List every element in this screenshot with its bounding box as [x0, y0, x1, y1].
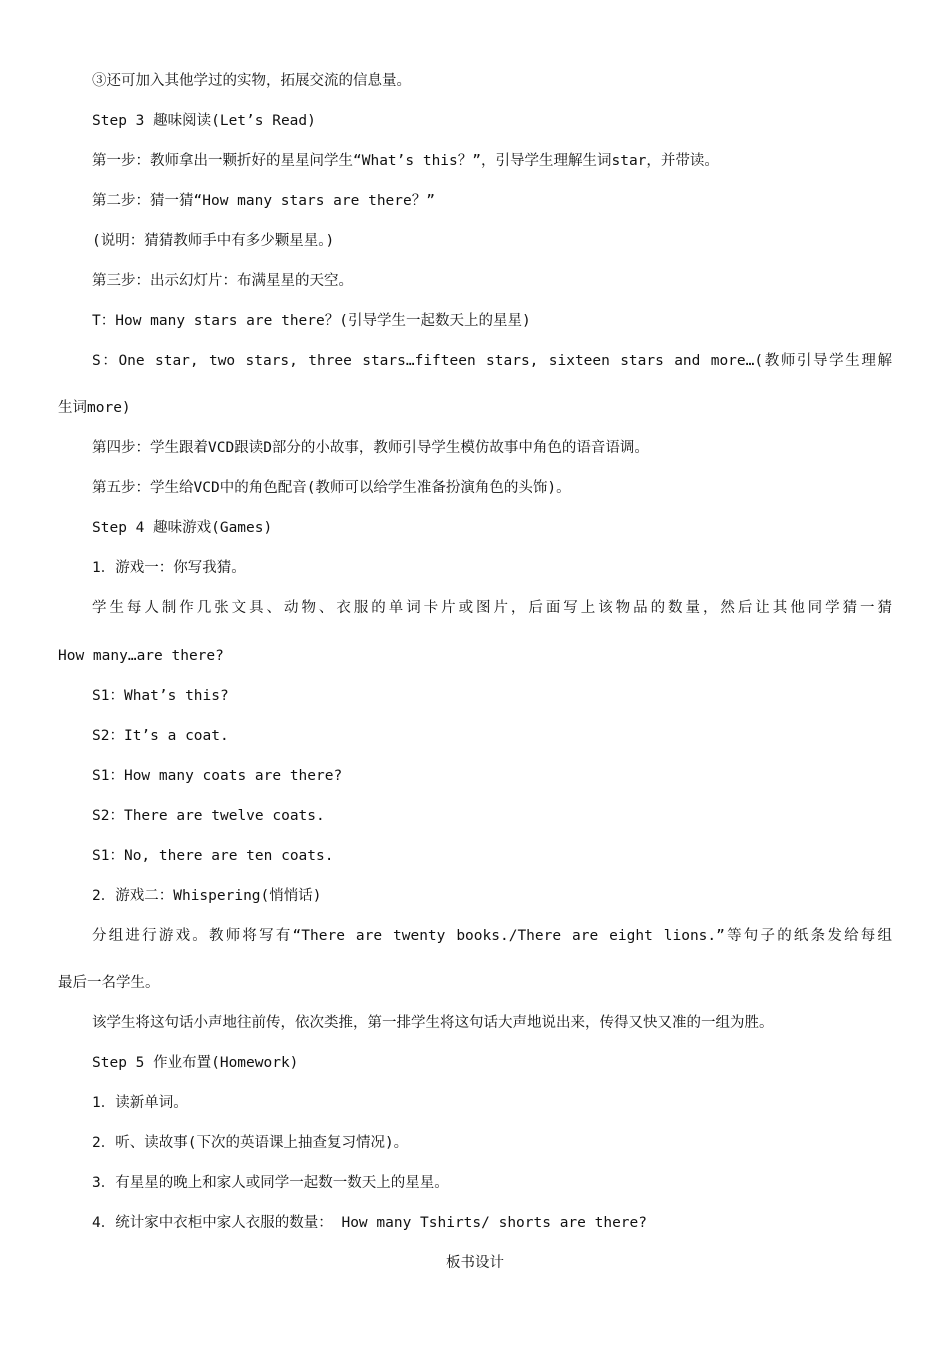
step-3-part-4: 第四步：学生跟着VCD跟读D部分的小故事，教师引导学生模仿故事中角色的语音语调。 — [92, 440, 649, 456]
game-1-description: 学生每人制作几张文具、动物、衣服的单词卡片或图片，后面写上该物品的数量，然后让其他同学猜一猜 — [92, 600, 892, 616]
game-1-description-continued: How many…are there? — [58, 648, 224, 664]
game-2-description: 分组进行游戏。教师将写有“There are twenty books./There are eight lions.”等句子的纸条发给每组 — [92, 928, 892, 944]
homework-item-4: 4．统计家中衣柜中家人衣服的数量： How many Tshirts/ shorts are there? — [92, 1215, 647, 1231]
game-2-description-continued: 最后一名学生。 — [58, 975, 160, 991]
dialogue-line-2: S2：It’s a coat. — [92, 728, 229, 744]
step-3-part-2: 第二步：猜一猜“How many stars are there？” — [92, 193, 435, 209]
student-line-continued: 生词more) — [58, 400, 131, 416]
dialogue-line-4: S2：There are twelve coats. — [92, 808, 325, 824]
step-5-heading: Step 5 作业布置(Homework) — [92, 1055, 299, 1071]
homework-item-1: 1．读新单词。 — [92, 1095, 188, 1111]
dialogue-line-1: S1：What’s this? — [92, 688, 229, 704]
game-2-rule: 该学生将这句话小声地往前传，依次类推，第一排学生将这句话大声地说出来，传得又快又准的一组为胜。 — [92, 1015, 774, 1031]
step-3-part-5: 第五步：学生给VCD中的角色配音(教师可以给学生准备扮演角色的头饰)。 — [92, 480, 571, 496]
blackboard-design-heading: 板书设计 — [446, 1255, 504, 1271]
dialogue-line-3: S1：How many coats are there? — [92, 768, 343, 784]
step-3-part-3: 第三步：出示幻灯片：布满星星的天空。 — [92, 273, 353, 289]
homework-item-2: 2．听、读故事(下次的英语课上抽查复习情况)。 — [92, 1135, 409, 1151]
step-3-heading: Step 3 趣味阅读(Let’s Read) — [92, 113, 316, 129]
student-line: S：One star, two stars, three stars…fifteen stars, sixteen stars and more…(教师引导学生理解 — [92, 353, 892, 369]
game-1-title: 1．游戏一：你写我猜。 — [92, 560, 246, 576]
teacher-line: T：How many stars are there？(引导学生一起数天上的星星) — [92, 313, 531, 329]
step-3-part-1: 第一步：教师拿出一颗折好的星星问学生“What’s this？”，引导学生理解生词star，并带读。 — [92, 153, 719, 169]
game-2-title: 2．游戏二：Whispering(悄悄话) — [92, 888, 322, 904]
paragraph-extension-note: ③还可加入其他学过的实物，拓展交流的信息量。 — [92, 73, 411, 89]
step-4-heading: Step 4 趣味游戏(Games) — [92, 520, 273, 536]
step-3-note: (说明：猜猜教师手中有多少颗星星。) — [92, 233, 335, 249]
homework-item-3: 3．有星星的晚上和家人或同学一起数一数天上的星星。 — [92, 1175, 449, 1191]
dialogue-line-5: S1：No, there are ten coats. — [92, 848, 334, 864]
